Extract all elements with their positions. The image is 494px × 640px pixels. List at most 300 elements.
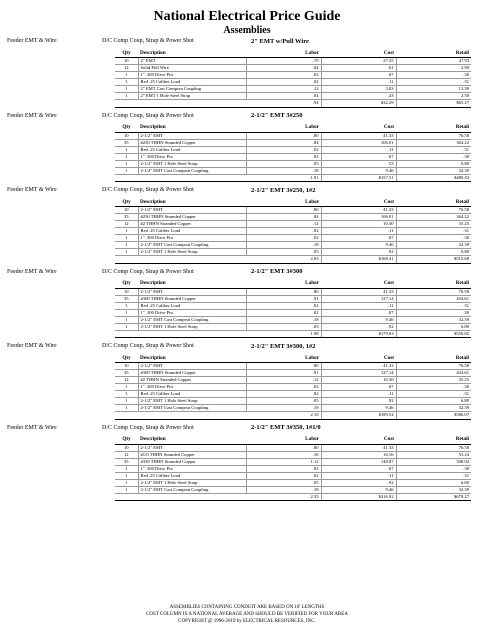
total-labor: 1.91 [246, 174, 321, 182]
assembly-table [115, 353, 471, 420]
cell-cost: 41.33 [321, 288, 396, 295]
cell-cost: 127.14 [321, 295, 396, 302]
total-retail: $65.27 [396, 100, 471, 108]
cell-labor: .91 [246, 295, 321, 302]
cell-retail: 2.90 [396, 65, 471, 72]
cell-cost: .11 [321, 391, 396, 398]
column-header-description: Description [138, 353, 246, 363]
cell-retail: 508.92 [396, 458, 471, 465]
cell-description: 2-1/2" EMT [138, 288, 246, 295]
assembly-category: Feeder EMT & Wire [7, 38, 57, 44]
assembly-header [0, 423, 494, 435]
cell-retail: 6.80 [396, 323, 471, 330]
cell-qty: 1 [115, 72, 138, 79]
cell-description: 2-1/2" EMT [138, 363, 246, 370]
assembly-header [0, 111, 494, 123]
column-header-description: Description [138, 279, 246, 289]
cell-retail: .30 [396, 309, 471, 316]
cell-qty: 1 [115, 302, 138, 309]
total-spacer [115, 174, 138, 182]
table-row [115, 132, 471, 139]
table-header-row [115, 353, 471, 363]
table-row [115, 146, 471, 153]
assembly-category: Feeder EMT & Wire [7, 424, 57, 431]
cell-description: 2-1/2" EMT 1 Hole Steel Strap [138, 479, 246, 486]
assembly-description: D/C Comp Coup, Strap & Power Shot [102, 268, 194, 275]
cell-description: #1/0 THHN Stranded Copper [138, 451, 246, 458]
cell-qty: 35 [115, 458, 138, 465]
table-row [115, 221, 471, 228]
cell-description: 2-1/2" EMT Cast Comprsn Coupling [138, 242, 246, 249]
cell-qty: 35 [115, 139, 138, 146]
total-cost: $168.41 [321, 256, 396, 264]
cell-retail: .31 [396, 79, 471, 86]
cell-retail: .31 [396, 302, 471, 309]
cell-cost: .92 [321, 479, 396, 486]
table-row [115, 214, 471, 221]
column-header-labor: Labor [246, 353, 321, 363]
cell-qty: 1 [115, 93, 138, 100]
cell-labor: .70 [246, 58, 321, 65]
column-header-retail: Retail [396, 279, 471, 289]
table-row [115, 65, 471, 72]
table-row [115, 79, 471, 86]
cell-cost: 41.33 [321, 207, 396, 214]
assembly-title: 2-1/2" EMT 3#350, 1#1/0 [251, 424, 321, 431]
total-labor: 2.03 [246, 256, 321, 264]
cell-description: 2-1/2" EMT Cast Comprsn Coupling [138, 486, 246, 493]
cell-retail: 2.50 [396, 93, 471, 100]
cell-retail: 6.80 [396, 479, 471, 486]
cell-labor: .05 [246, 479, 321, 486]
cell-retail: 434.61 [396, 295, 471, 302]
column-header-cost: Cost [321, 123, 396, 133]
cell-labor: .02 [246, 228, 321, 235]
table-row [115, 153, 471, 160]
assembly-header [0, 185, 494, 197]
table-row [115, 288, 471, 295]
cell-cost: .11 [321, 79, 396, 86]
cell-qty: 1 [115, 486, 138, 493]
cell-cost: 9.46 [321, 405, 396, 412]
cell-cost: 9.46 [321, 316, 396, 323]
total-cost: $189.54 [321, 412, 396, 420]
cell-description: #250 THHN Stranded Copper [138, 139, 246, 146]
cell-description: #350 THHN Stranded Copper [138, 458, 246, 465]
cell-cost: .92 [321, 323, 396, 330]
table-row [115, 309, 471, 316]
cell-labor: .18 [246, 316, 321, 323]
cell-retail: 434.61 [396, 370, 471, 377]
cell-qty: 1 [115, 472, 138, 479]
table-row [115, 160, 471, 167]
cell-qty: 10 [115, 207, 138, 214]
cell-qty: 1 [115, 465, 138, 472]
cell-retail: .30 [396, 153, 471, 160]
cell-description: 2-1/2" EMT 1 Hole Steel Strap [138, 398, 246, 405]
cell-retail: 76.58 [396, 132, 471, 139]
column-header-qty: Qty [115, 279, 138, 289]
cell-labor: .05 [246, 398, 321, 405]
assembly-description: D/C Comp Coup, Strap & Power Shot [102, 424, 194, 431]
assembly-header [0, 341, 494, 353]
table-row [115, 398, 471, 405]
cell-cost: 148.87 [321, 458, 396, 465]
table-row [115, 444, 471, 451]
column-header-retail: Retail [396, 123, 471, 133]
cell-retail: 76.58 [396, 444, 471, 451]
table-row [115, 363, 471, 370]
table-row [115, 72, 471, 79]
assembly-title: 2-1/2" EMT 3#300, 1#2 [251, 342, 316, 350]
cell-cost: 9.46 [321, 486, 396, 493]
cell-description: #300 THHN Stranded Copper [138, 370, 246, 377]
cell-cost: .07 [321, 465, 396, 472]
cell-qty: 35 [115, 370, 138, 377]
assembly-category: Feeder EMT & Wire [7, 187, 57, 193]
column-header-qty: Qty [115, 123, 138, 133]
table-row [115, 167, 471, 174]
cell-retail: 32.39 [396, 405, 471, 412]
table-row [115, 458, 471, 465]
cell-cost: 10.30 [321, 221, 396, 228]
table-row [115, 316, 471, 323]
total-spacer [115, 330, 138, 338]
table-row [115, 86, 471, 93]
page-footer [0, 604, 494, 625]
total-spacer [115, 412, 138, 420]
cell-retail: 76.58 [396, 363, 471, 370]
cell-retail: .31 [396, 146, 471, 153]
total-spacer [115, 256, 138, 264]
cell-qty: 10 [115, 58, 138, 65]
cell-labor: .02 [246, 153, 321, 160]
total-retail: $550.82 [396, 330, 471, 338]
cell-description: 2" EMT 1 Hole Steel Strap [138, 93, 246, 100]
cell-retail: .30 [396, 465, 471, 472]
cell-retail: .30 [396, 235, 471, 242]
cell-labor: .16 [246, 451, 321, 458]
cell-cost: 106.01 [321, 139, 396, 146]
cell-cost: .07 [321, 384, 396, 391]
cell-description: 2-1/2" EMT Cast Comprsn Coupling [138, 405, 246, 412]
total-retail: $480.43 [396, 174, 471, 182]
cell-cost: .11 [321, 302, 396, 309]
cell-qty: 10 [115, 132, 138, 139]
cell-retail: 35.25 [396, 221, 471, 228]
assembly-section [0, 423, 494, 502]
cell-labor: .80 [246, 444, 321, 451]
total-cost: $179.03 [321, 330, 396, 338]
column-header-cost: Cost [321, 279, 396, 289]
cell-cost: .07 [321, 309, 396, 316]
cell-cost: 41.33 [321, 363, 396, 370]
cell-labor: .02 [246, 309, 321, 316]
cell-cost: 27.25 [321, 58, 396, 65]
column-header-retail: Retail [396, 435, 471, 445]
cell-labor: .84 [246, 139, 321, 146]
cell-qty: 1 [115, 384, 138, 391]
assembly-description: D/C Comp Coup, Strap & Power Shot [102, 38, 194, 44]
cell-cost: .92 [321, 398, 396, 405]
column-header-labor: Labor [246, 435, 321, 445]
cell-retail: 76.58 [396, 288, 471, 295]
cell-qty: 1 [115, 167, 138, 174]
cell-labor: .80 [246, 207, 321, 214]
table-row [115, 472, 471, 479]
cell-qty: 1 [115, 153, 138, 160]
assembly-category: Feeder EMT & Wire [7, 112, 57, 119]
cell-qty: 1 [115, 249, 138, 256]
cell-labor: .02 [246, 465, 321, 472]
cell-retail: 6.80 [396, 160, 471, 167]
cell-description: 2-1/2" EMT Cast Comprsn Coupling [138, 316, 246, 323]
assembly-section [0, 36, 494, 108]
column-header-labor: Labor [246, 48, 321, 58]
cell-description: Red .25 Caliber Load [138, 391, 246, 398]
cell-labor: .02 [246, 472, 321, 479]
cell-cost: .61 [321, 65, 396, 72]
table-total-row [115, 330, 471, 338]
total-spacer [138, 174, 246, 182]
cell-retail: 6.80 [396, 249, 471, 256]
cell-labor: .91 [246, 370, 321, 377]
cell-description: #2 THHN Stranded Copper [138, 377, 246, 384]
cell-qty: 1 [115, 242, 138, 249]
cell-description: 1" .300 Drive Pin [138, 153, 246, 160]
cell-qty: 1 [115, 391, 138, 398]
cell-retail: 32.39 [396, 316, 471, 323]
cell-qty: 1 [115, 309, 138, 316]
table-row [115, 207, 471, 214]
table-header-row [115, 123, 471, 133]
table-row [115, 235, 471, 242]
cell-labor: .05 [246, 249, 321, 256]
cell-qty: 1 [115, 316, 138, 323]
column-header-qty: Qty [115, 353, 138, 363]
cell-cost: 9.46 [321, 242, 396, 249]
column-header-cost: Cost [321, 435, 396, 445]
cell-labor: .02 [246, 146, 321, 153]
cell-description: 2-1/2" EMT Cast Comprsn Coupling [138, 167, 246, 174]
table-row [115, 377, 471, 384]
table-row [115, 370, 471, 377]
table-header-row [115, 279, 471, 289]
cell-retail: 6.80 [396, 398, 471, 405]
cell-description: Red .25 Caliber Load [138, 146, 246, 153]
cell-labor: .02 [246, 79, 321, 86]
cell-labor: .05 [246, 160, 321, 167]
assembly-category: Feeder EMT & Wire [7, 268, 57, 275]
table-row [115, 465, 471, 472]
table-row [115, 249, 471, 256]
total-retail: $586.07 [396, 412, 471, 420]
cell-description: 2-1/2" EMT 1 Hole Steel Strap [138, 323, 246, 330]
column-header-labor: Labor [246, 123, 321, 133]
assembly-category: Feeder EMT & Wire [7, 343, 57, 349]
column-header-cost: Cost [321, 48, 396, 58]
total-cost: $157.51 [321, 174, 396, 182]
assembly-description: D/C Comp Coup, Strap & Power Shot [102, 187, 194, 193]
column-header-qty: Qty [115, 197, 138, 207]
column-header-retail: Retail [396, 48, 471, 58]
total-labor: 2.35 [246, 493, 321, 501]
total-spacer [138, 100, 246, 108]
cell-description: 2-1/2" EMT [138, 444, 246, 451]
total-labor: 2.10 [246, 412, 321, 420]
cell-retail: .31 [396, 391, 471, 398]
column-header-retail: Retail [396, 353, 471, 363]
assembly-title: 2-1/2" EMT 3#250, 1#2 [251, 186, 316, 194]
column-header-description: Description [138, 197, 246, 207]
cell-description: #250 THHN Stranded Copper [138, 214, 246, 221]
cell-qty: 10 [115, 444, 138, 451]
cell-labor: .05 [246, 323, 321, 330]
cell-retail: 32.39 [396, 242, 471, 249]
cell-qty: 1 [115, 479, 138, 486]
cell-labor: .18 [246, 405, 321, 412]
cell-qty: 35 [115, 214, 138, 221]
cell-description: Red .25 Caliber Load [138, 228, 246, 235]
table-row [115, 242, 471, 249]
table-total-row [115, 412, 471, 420]
table-row [115, 486, 471, 493]
footer-copyright: COPYRIGHT @ 1996-2019 by ELECTRICAL RESOURCES, INC. [178, 619, 316, 624]
table-total-row [115, 100, 471, 108]
cell-labor: .18 [246, 167, 321, 174]
total-cost: $32.29 [321, 100, 396, 108]
column-header-qty: Qty [115, 48, 138, 58]
footer-note-conduit: ASSEMBLIES CONTAINING CONDUIT ARE BASED ON 10' LENGTHS [169, 605, 325, 610]
cell-cost: .43 [321, 93, 396, 100]
column-header-qty: Qty [115, 435, 138, 445]
cell-labor: .80 [246, 132, 321, 139]
total-cost: $216.92 [321, 493, 396, 501]
cell-qty: 12 [115, 65, 138, 72]
cell-qty: 1 [115, 79, 138, 86]
cell-description: 2-1/2" EMT [138, 207, 246, 214]
assembly-sections [0, 36, 494, 501]
cell-qty: 12 [115, 451, 138, 458]
cell-cost: .92 [321, 249, 396, 256]
cell-description: 2" EMT Cast Comprsn Coupling [138, 86, 246, 93]
cell-description: 2-1/2" EMT [138, 132, 246, 139]
cell-qty: 1 [115, 235, 138, 242]
table-row [115, 228, 471, 235]
cell-cost: .07 [321, 72, 396, 79]
assembly-header [0, 36, 494, 48]
table-row [115, 93, 471, 100]
cell-qty: 1 [115, 228, 138, 235]
total-spacer [115, 100, 138, 108]
cell-labor: .80 [246, 363, 321, 370]
cell-labor: .02 [246, 235, 321, 242]
cell-retail: 13.39 [396, 86, 471, 93]
cell-qty: 1 [115, 160, 138, 167]
cell-retail: 32.39 [396, 167, 471, 174]
cell-qty: 1 [115, 86, 138, 93]
table-header-row [115, 48, 471, 58]
total-spacer [138, 330, 246, 338]
cell-cost: 106.01 [321, 214, 396, 221]
cell-description: 2" EMT [138, 58, 246, 65]
table-row [115, 139, 471, 146]
cell-retail: 47.93 [396, 58, 471, 65]
assembly-title: 2-1/2" EMT 3#300 [251, 268, 303, 275]
assembly-description: D/C Comp Coup, Strap & Power Shot [102, 343, 194, 349]
assembly-table [115, 197, 471, 264]
column-header-retail: Retail [396, 197, 471, 207]
cell-retail: 32.39 [396, 486, 471, 493]
table-header-row [115, 197, 471, 207]
cell-labor: .04 [246, 65, 321, 72]
table-row [115, 479, 471, 486]
cell-qty: 12 [115, 221, 138, 228]
total-labor: .94 [246, 100, 321, 108]
cell-retail: 364.22 [396, 139, 471, 146]
cell-cost: .11 [321, 146, 396, 153]
total-spacer [138, 493, 246, 501]
cell-qty: 1 [115, 323, 138, 330]
total-retail: $678.27 [396, 493, 471, 501]
cell-qty: 1 [115, 405, 138, 412]
assembly-table [115, 435, 471, 502]
total-labor: 1.98 [246, 330, 321, 338]
cell-retail: 35.25 [396, 377, 471, 384]
page-subtitle: Assemblies [223, 25, 271, 36]
column-header-cost: Cost [321, 353, 396, 363]
total-retail: $515.68 [396, 256, 471, 264]
footer-note-cost: COST COLUMN IS A NATIONAL AVERAGE AND SHOULD BE VERIFIED FOR YOUR AREA [146, 612, 348, 617]
cell-description: 2-1/2" EMT 1 Hole Steel Strap [138, 160, 246, 167]
cell-labor: .02 [246, 72, 321, 79]
cell-labor: .02 [246, 302, 321, 309]
cell-labor: .02 [246, 391, 321, 398]
cell-cost: .07 [321, 153, 396, 160]
cell-cost: 3.83 [321, 86, 396, 93]
cell-labor: .04 [246, 93, 321, 100]
cell-cost: 41.33 [321, 132, 396, 139]
table-header-row [115, 435, 471, 445]
total-spacer [138, 412, 246, 420]
cell-retail: 76.58 [396, 207, 471, 214]
cell-description: Red .25 Caliber Load [138, 472, 246, 479]
column-header-labor: Labor [246, 197, 321, 207]
assembly-section [0, 341, 494, 420]
cell-cost: 127.14 [321, 370, 396, 377]
cell-retail: .30 [396, 72, 471, 79]
assembly-table [115, 48, 471, 108]
table-row [115, 451, 471, 458]
cell-retail: 53.24 [396, 451, 471, 458]
cell-labor: .80 [246, 288, 321, 295]
cell-labor: .18 [246, 242, 321, 249]
cell-description: 1" .300 Drive Pin [138, 309, 246, 316]
assembly-title: 2" EMT w/Pull Wire [251, 37, 309, 45]
assembly-section [0, 185, 494, 264]
table-row [115, 405, 471, 412]
cell-description: 1" .300 Drive Pin [138, 384, 246, 391]
cell-cost: 10.30 [321, 377, 396, 384]
table-row [115, 302, 471, 309]
cell-cost: 41.33 [321, 444, 396, 451]
cell-labor: .12 [246, 86, 321, 93]
table-row [115, 384, 471, 391]
cell-retail: .30 [396, 384, 471, 391]
cell-cost: 16.16 [321, 451, 396, 458]
cell-description: Red .25 Caliber Load [138, 79, 246, 86]
cell-qty: 35 [115, 295, 138, 302]
